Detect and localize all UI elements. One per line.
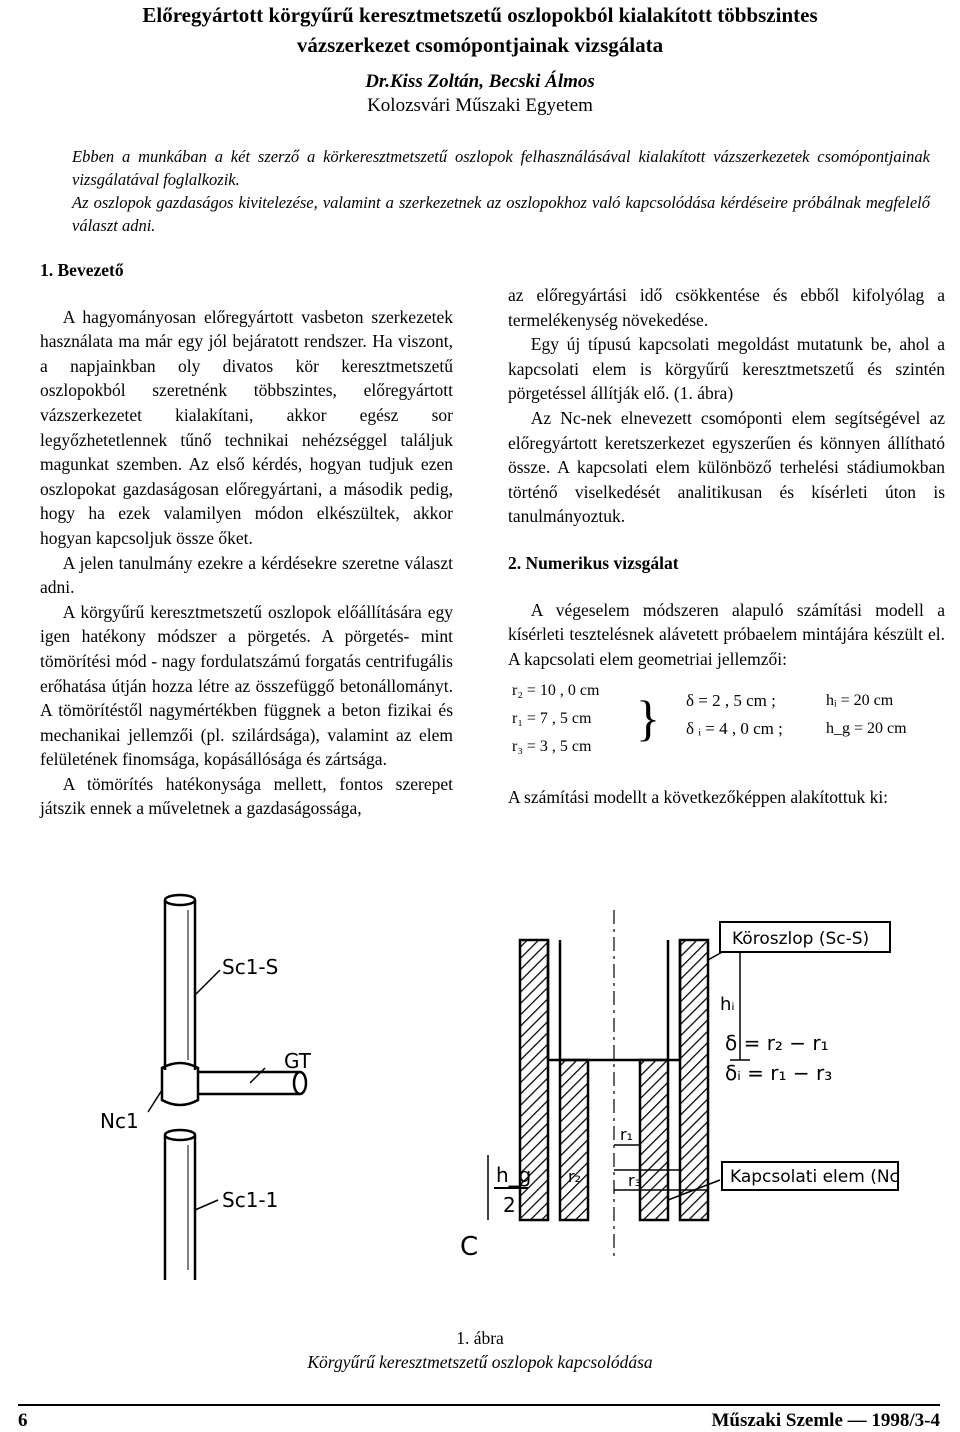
label-hg-denominator: 2 (503, 1193, 516, 1217)
top-column-end (165, 895, 195, 905)
formula-r3: r₃ = 3 , 5 cm (512, 738, 592, 756)
label-koroszlop: Köroszlop (Sc-S) (732, 929, 870, 949)
section-1-paragraph-1: A hagyományosan előregyártott vasbeton szerkezetek használata ma már egy jól bejáratott rendszer. Ha viszont, a napjainkban oly divatos kör keresztmetszetű oszlopokból szeretnénk többszintes, előregyártott vázszerkezetet kialakítani, akkor egész sor legyőzhetetlennek tűnő technikai nehézséggel találjuk magunkat szemben. Az első kérdés, hogyan tudjuk ezen oszlopokat gazdaságosan előregyártani, a második pedig, hogy ha ezek valamilyen módon elkészültek, akkor hogyan kapcsoljuk össze őket. (40, 306, 453, 548)
section-2-heading: 2. Numerikus vizsgálat (508, 552, 679, 573)
affiliation: Kolozsvári Műszaki Egyetem (367, 95, 593, 116)
section-2-paragraph-2: A számítási modellt a következőképpen alakítottuk ki: (508, 787, 889, 808)
label-sc1-1: Sc1-1 (222, 1188, 279, 1212)
abstract-paragraph-1: Ebben a munkában a két szerző a körkeresztmetszetű oszlopok felhasználásával kialakított vázszerkezetek csomópontjainak vizsgálatával foglalkozik. (72, 147, 930, 189)
label-h-i: hᵢ (720, 994, 735, 1015)
page-footer (18, 1404, 940, 1432)
formula-r2: r₂ = 10 , 0 cm (512, 682, 600, 700)
author-block (40, 70, 920, 118)
inner-wall-left (560, 1060, 588, 1220)
section-1-paragraph-5: az előregyártási idő csökkentése és ebből kifolyólag a termelékenység növekedése. (508, 285, 945, 330)
cross-section-drawing (488, 910, 750, 1260)
abstract-paragraph-2: Az oszlopok gazdaságos kivitelezése, valamint a szerkezetnek az oszlopokhoz való kapcsolódása kérdéseire próbálnak megfelelő választ adni. (72, 193, 930, 235)
formula-r1: r₁ = 7 , 5 cm (512, 710, 592, 728)
figure-caption (200, 1326, 760, 1374)
formula-brace: } (636, 690, 660, 747)
label-gt: GT (284, 1049, 312, 1073)
title-line-2: vázszerkezet csomópontjainak vizsgálata (296, 33, 664, 57)
figure-1 (100, 880, 900, 1320)
label-r2: r₂ (568, 1167, 581, 1186)
title-line-1: Előregyártott körgyűrű keresztmetszetű oszlopokból kialakított többszintes (142, 3, 818, 27)
formula-delta: δ = 2 , 5 cm ; (686, 691, 776, 711)
section-1-paragraph-6: Egy új típusú kapcsolati megoldást mutatunk be, ahol a kapcsolati elem is körgyűrű keresztmetszetű és szintén pörgetéssel állítják elő. (1. ábra) (508, 334, 945, 404)
geometry-formula (508, 675, 945, 779)
paper-title (40, 0, 920, 60)
left-column (40, 258, 453, 821)
bottom-column-end (165, 1130, 195, 1140)
label-kapcsolati-elem: Kapcsolati elem (Nc) (730, 1167, 900, 1187)
formula-h-i: hᵢ = 20 cm (826, 692, 894, 710)
connector-element (162, 1063, 198, 1105)
section-1-paragraph-3: A körgyűrű keresztmetszetű oszlopok előállítására egy igen hatékony módszer a pörgetés. A pörgetés- mint tömörítési mód - nagy fordulatszámú forgatás centrifugális erőhatása útján hozza létre az összefüggő betonállományt. A tömörítéstől nagymértékben függnek a beton fizikai és mechanikai jellemzői (pl. szilárdsága), valamint az elem felületének finomsága, kopásállósága és zártsága. (40, 601, 453, 770)
label-r3: r₃ (628, 1171, 641, 1190)
section-1-heading: 1. Bevezető (40, 260, 124, 280)
label-hg-numerator: h_g (496, 1163, 532, 1187)
right-column (508, 283, 945, 810)
inner-wall-right (640, 1060, 668, 1220)
section-1-paragraph-4: A tömörítés hatékonysága mellett, fontos szerepet játszik ennek a műveletnek a gazdaságossága, (40, 773, 453, 819)
label-delta-eq: δ = r₂ − r₁ (725, 1031, 829, 1055)
section-2-paragraph-1: A végeselem módszeren alapuló számítási modell a kísérleti tesztelésnek alávetett próbaelem mintájára készült el. A kapcsolati elem geometriai jellemzői: (508, 599, 945, 669)
figure-number: 1. ábra (456, 1328, 504, 1348)
journal-name: Műszaki Szemle — 1998/3-4 (711, 1410, 940, 1431)
section-1-paragraph-7: Az Nc-nek elnevezett csomóponti elem segítségével az előregyártott keretszerkezet egyszerűen és könnyen állítható össze. A kapcsolati elem különböző terhelési stádiumokban történő viselkedését analitikusan és kísérleti úton is tanulmányoztuk. (508, 407, 945, 527)
label-nc1: Nc1 (100, 1109, 139, 1133)
axis-symbol: C (460, 1232, 479, 1262)
beam-end (294, 1072, 306, 1094)
formula-delta-i: δ ᵢ = 4 , 0 cm ; (686, 719, 783, 739)
figure-caption-text: Körgyűrű keresztmetszetű oszlopok kapcsolódása (307, 1352, 653, 1372)
page-number: 6 (18, 1410, 28, 1431)
section-1-paragraph-2: A jelen tanulmány ezekre a kérdésekre szeretne választ adni. (40, 552, 453, 598)
label-sc1-s: Sc1-S (222, 955, 279, 979)
abstract (72, 145, 930, 237)
outer-wall-right (680, 940, 708, 1220)
label-delta-i-eq: δᵢ = r₁ − r₃ (725, 1061, 833, 1085)
formula-h-g: h_g = 20 cm (826, 720, 907, 738)
figure-1-drawing (100, 880, 900, 1320)
label-r1: r₁ (620, 1125, 633, 1144)
column-assembly-drawing (148, 895, 306, 1280)
author-names: Dr.Kiss Zoltán, Becski Álmos (365, 71, 595, 92)
